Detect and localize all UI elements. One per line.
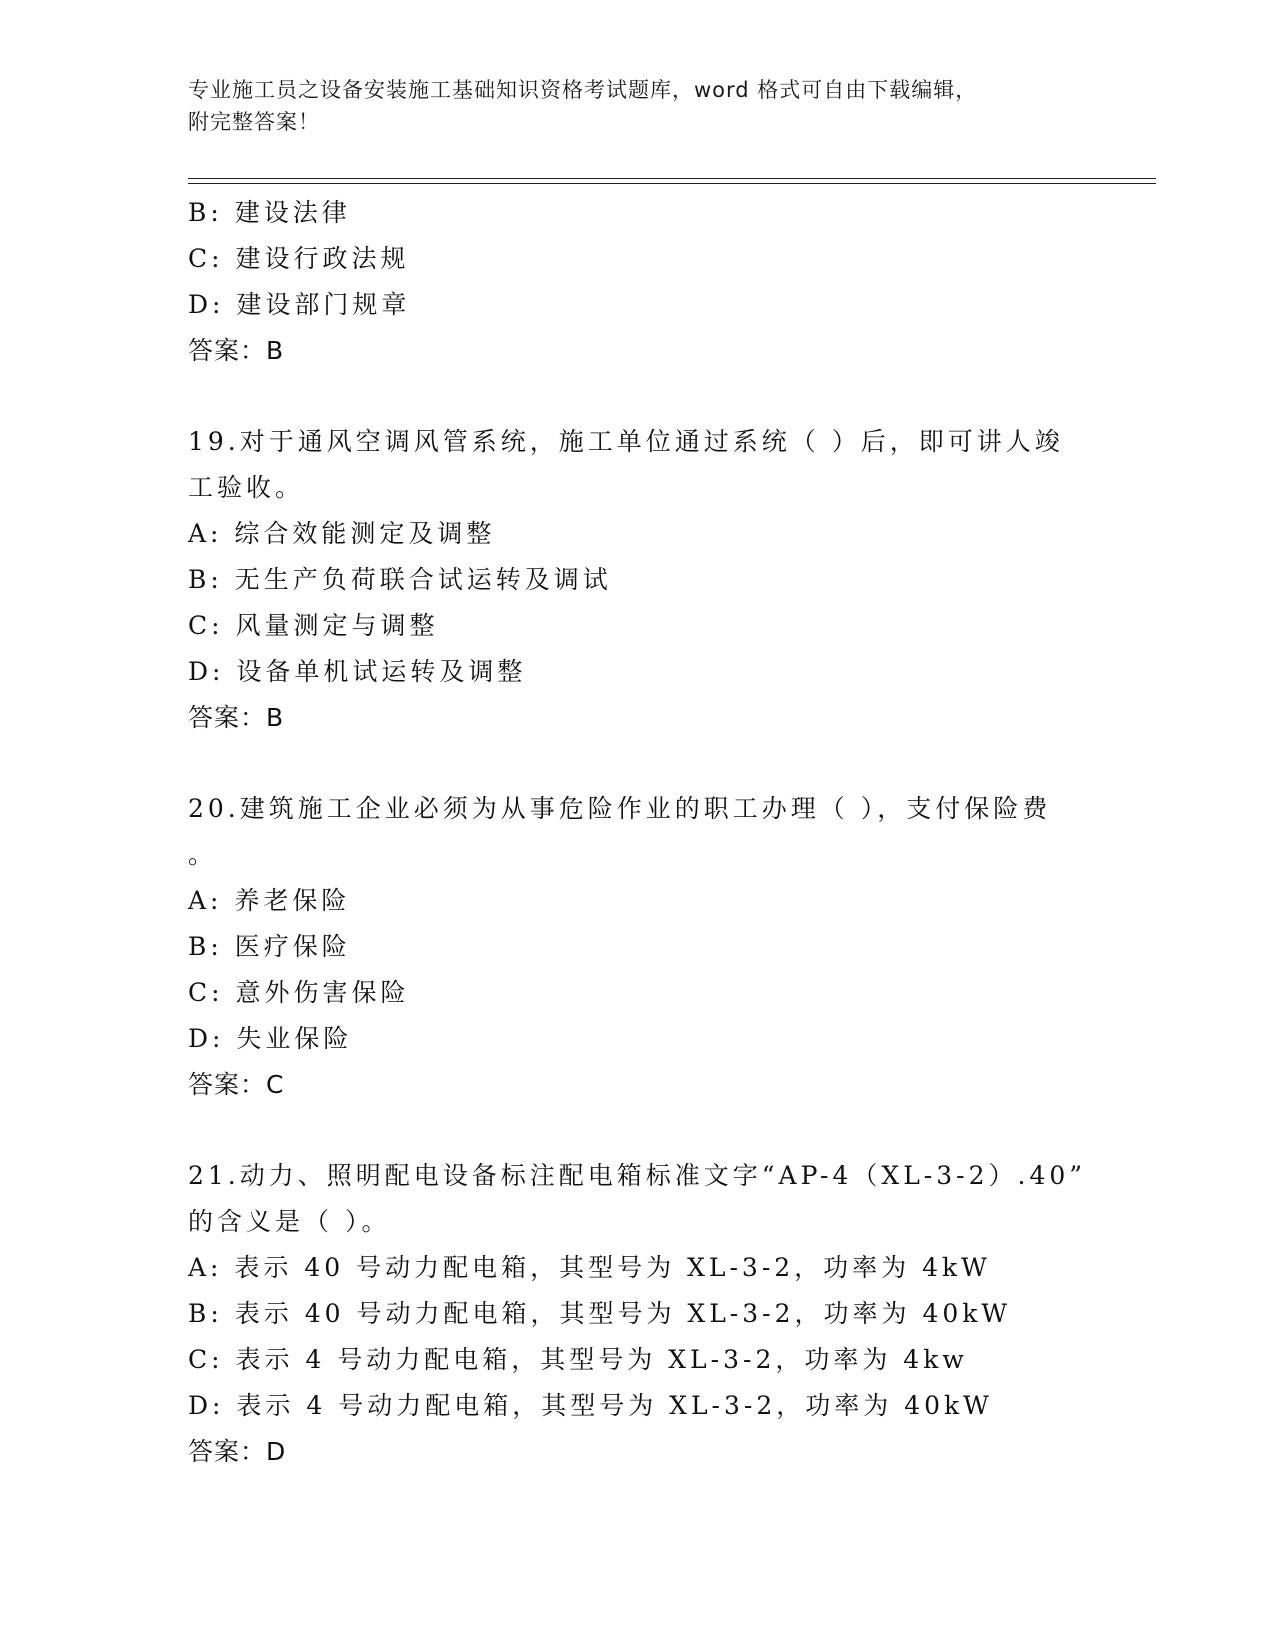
option-a: A: 养老保险 [188,886,351,915]
option-c: C: 意外伤害保险 [188,978,410,1007]
answer: 答案：C [188,1070,285,1099]
header-line-2: 附完整答案！ [188,110,320,134]
document-header [188,74,1088,138]
option-c: C: 建设行政法规 [188,244,410,273]
option-d: D: 表示 4 号动力配电箱，其型号为 XL-3-2，功率为 40kW [188,1391,993,1420]
option-d: D: 设备单机试运转及调整 [188,657,527,686]
spacer [188,741,1088,786]
option-c: C: 表示 4 号动力配电箱，其型号为 XL-3-2，功率为 4kw [188,1345,968,1374]
question-20 [188,786,1088,1108]
spacer [188,1108,1088,1153]
question-19 [188,419,1088,741]
option-b: B: 医疗保险 [188,932,351,961]
option-b: B: 建设法律 [188,198,351,227]
option-a: A: 表示 40 号动力配电箱，其型号为 XL-3-2，功率为 4kW [188,1253,991,1282]
option-d: D: 失业保险 [188,1024,353,1053]
answer: 答案：B [188,703,285,732]
question-21 [188,1153,1088,1475]
header-divider-bottom [188,183,1156,184]
question-stem: 20.建筑施工企业必须为从事危险作业的职工办理（ ），支付保险费 [188,794,1052,823]
question-stem: 19.对于通风空调风管系统，施工单位通过系统（ ）后，即可讲人竣 [188,427,1064,456]
option-c: C: 风量测定与调整 [188,611,439,640]
question-stem-cont: 工验收。 [188,473,305,502]
option-d: D: 建设部门规章 [188,290,411,319]
question-18-continued [188,190,1088,374]
question-stem: 21.动力、照明配电设备标注配电箱标准文字“AP-4（XL-3-2）.40” [188,1161,1087,1190]
option-a: A: 综合效能测定及调整 [188,519,496,548]
header-line-1: 专业施工员之设备安装施工基础知识资格考试题库，word 格式可自由下载编辑， [188,78,978,102]
question-list [188,190,1088,1475]
option-b: B: 表示 40 号动力配电箱，其型号为 XL-3-2，功率为 40kW [188,1299,1012,1328]
question-stem-cont: 的含义是（ ）。 [188,1207,391,1236]
option-b: B: 无生产负荷联合试运转及调试 [188,565,612,594]
header-divider-top [188,178,1156,179]
spacer [188,374,1088,419]
answer: 答案：D [188,1437,287,1466]
question-stem-cont: 。 [188,840,218,869]
answer: 答案：B [188,336,285,365]
